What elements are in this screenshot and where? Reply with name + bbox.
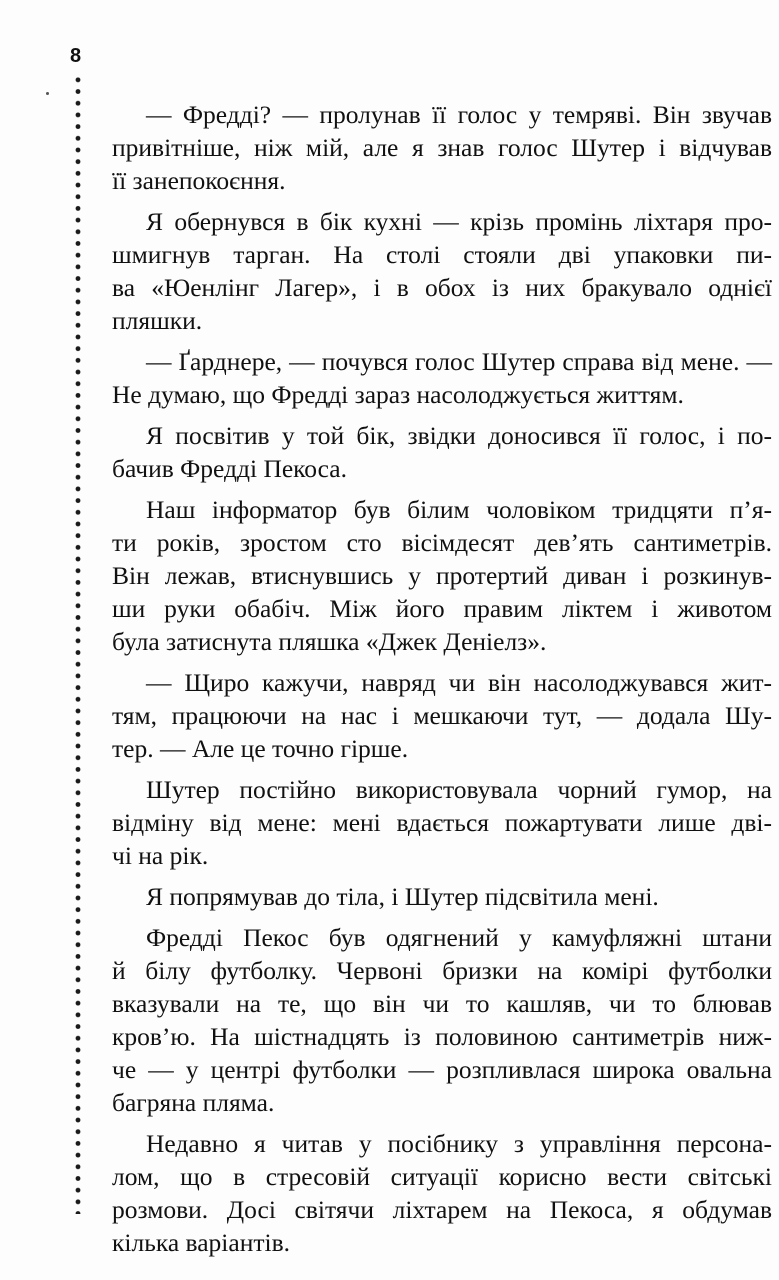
text-line: кілька варіантів. (112, 1228, 290, 1257)
paragraph-gap (112, 337, 772, 345)
text-line: бачив Фредді Пекоса. (112, 454, 347, 483)
text-line: чі на рік. (112, 841, 209, 870)
text-line: відміну від мене: мені вдається пожартувати лише дві- (112, 808, 772, 837)
paragraph-gap (112, 658, 772, 666)
paragraph-gap (112, 197, 772, 205)
text-line: кров’ю. На шістнадцять із половиною сантиметрів ниж- (112, 1022, 772, 1051)
page-number: 8 (70, 45, 82, 67)
text-line: Я попрямував до тіла, і Шутер підсвітила мені. (146, 882, 659, 911)
text-line: Недавно я читав у посібнику з управління персона- (146, 1129, 772, 1158)
text-line: й білу футболку. Червоні бризки на комірі футболки (112, 956, 772, 985)
text-line: тер. — Але це точно гірше. (112, 734, 409, 763)
text-line: її занепокоєння. (112, 166, 286, 195)
dotted-margin-rule (72, 74, 84, 1214)
text-line: че — у центрі футболки — розпливлася широка овальна (112, 1055, 772, 1084)
paragraph-gap (112, 765, 772, 773)
paragraph-gap (112, 872, 772, 880)
text-line: багряна пляма. (112, 1088, 275, 1117)
paragraph-gap (112, 913, 772, 921)
text-body (112, 98, 772, 1259)
text-line: була затиснута пляшка «Джек Деніелз». (112, 627, 547, 656)
text-line: Фредді Пекос був одягнений у камуфляжні штани (146, 923, 772, 952)
paragraph-gap (112, 1119, 772, 1127)
paragraph-gap (112, 411, 772, 419)
text-line: тям, працюючи на нас і мешкаючи тут, — додала Шу- (112, 701, 772, 730)
text-line: Наш інформатор був білим чоловіком тридцяти п’я- (146, 495, 772, 524)
text-line: Шутер постійно використовувала чорний гумор, на (146, 775, 772, 804)
text-line: ва «Юенлінг Лагер», і в обох із них бракувало однієї (112, 273, 772, 302)
text-line: шмигнув тарган. На столі стояли дві упаковки пи- (112, 240, 772, 269)
text-line: Він лежав, втиснувшись у протертий диван і розкинув- (112, 561, 772, 590)
text-line: вказували на те, що він чи то кашляв, чи то блював (112, 989, 772, 1018)
text-line: лом, що в стресовій ситуації корисно вести світські (112, 1162, 772, 1191)
text-line: пляшки. (112, 306, 203, 335)
text-line: Не думаю, що Фредді зараз насолоджується життям. (112, 380, 684, 409)
text-line: — Ґарднере, — почувся голос Шутер справа від мене. — (146, 347, 772, 376)
text-line: — Щиро кажучи, навряд чи він насолоджувався жит- (146, 668, 772, 697)
text-line: Я посвітив у той бік, звідки доносився її голос, і по- (146, 421, 772, 450)
paragraph-gap (112, 485, 772, 493)
text-line: Я обернувся в бік кухні — крізь промінь ліхтаря про- (146, 207, 772, 236)
text-line: ти років, зростом сто вісімдесят дев’ять сантиметрів. (112, 528, 772, 557)
text-line: привітніше, ніж мій, але я знав голос Шутер і відчував (112, 133, 772, 162)
scan-speck (46, 92, 49, 95)
text-line: розмови. Досі світячи ліхтарем на Пекоса, я обдумав (112, 1195, 772, 1224)
text-line: ши руки обабіч. Між його правим ліктем і животом (112, 594, 772, 623)
text-line: — Фредді? — пролунав її голос у темряві. Він звучав (146, 100, 772, 129)
